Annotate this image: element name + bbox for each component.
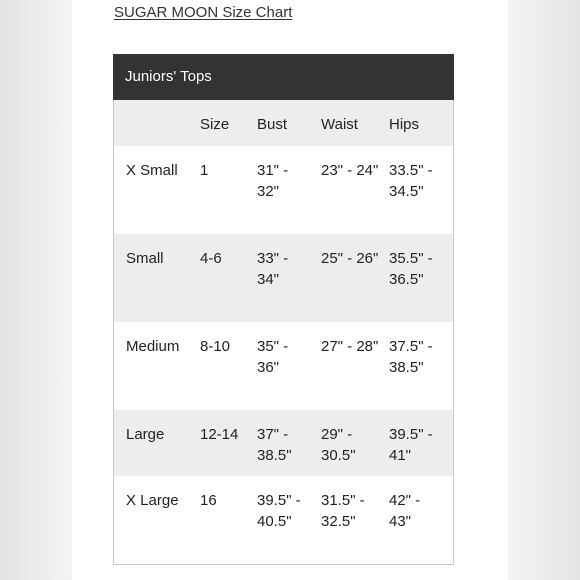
row-waist: 23" - 24" (321, 162, 379, 179)
row-size: 16 (200, 492, 217, 509)
row-name: X Small (126, 162, 178, 179)
row-waist: 31.5" - 32.5" (321, 492, 365, 530)
row-bust: 33" - 34" (257, 250, 289, 288)
row-waist: 25" - 26" (321, 250, 379, 267)
size-chart-table (113, 54, 454, 565)
row-hips: 35.5" - 36.5" (389, 250, 433, 288)
table-row (114, 476, 453, 564)
row-size: 12-14 (200, 426, 239, 443)
header-name (114, 100, 200, 146)
row-hips: 37.5" - 38.5" (389, 338, 433, 376)
row-bust: 39.5" - 40.5" (257, 492, 301, 530)
header-bust: Bust (257, 116, 288, 133)
left-backdrop (0, 0, 72, 580)
table-header-row (114, 100, 453, 146)
right-backdrop (508, 0, 580, 580)
row-size: 4-6 (200, 250, 222, 267)
row-waist: 27" - 28" (321, 338, 379, 355)
row-size: 8-10 (200, 338, 231, 355)
table-row (114, 322, 453, 410)
row-bust: 35" - 36" (257, 338, 289, 376)
row-name: Small (126, 250, 164, 267)
table-row (114, 234, 453, 322)
row-name: Large (126, 426, 165, 443)
row-hips: 42" - 43" (389, 492, 421, 530)
size-chart-link[interactable]: SUGAR MOON Size Chart (114, 4, 293, 21)
row-name: Medium (126, 338, 180, 355)
row-waist: 29" - 30.5" (321, 426, 356, 464)
row-size: 1 (200, 162, 209, 179)
row-name: X Large (126, 492, 179, 509)
table-title: Juniors' Tops (113, 54, 454, 100)
row-hips: 33.5" - 34.5" (389, 162, 433, 200)
row-bust: 31" - 32" (257, 162, 289, 200)
row-bust: 37" - 38.5" (257, 426, 292, 464)
header-size: Size (200, 116, 230, 133)
table-row (114, 410, 453, 476)
row-hips: 39.5" - 41" (389, 426, 433, 464)
size-table (114, 100, 453, 564)
table-row (114, 146, 453, 234)
header-waist: Waist (321, 116, 358, 133)
header-hips: Hips (389, 116, 420, 133)
